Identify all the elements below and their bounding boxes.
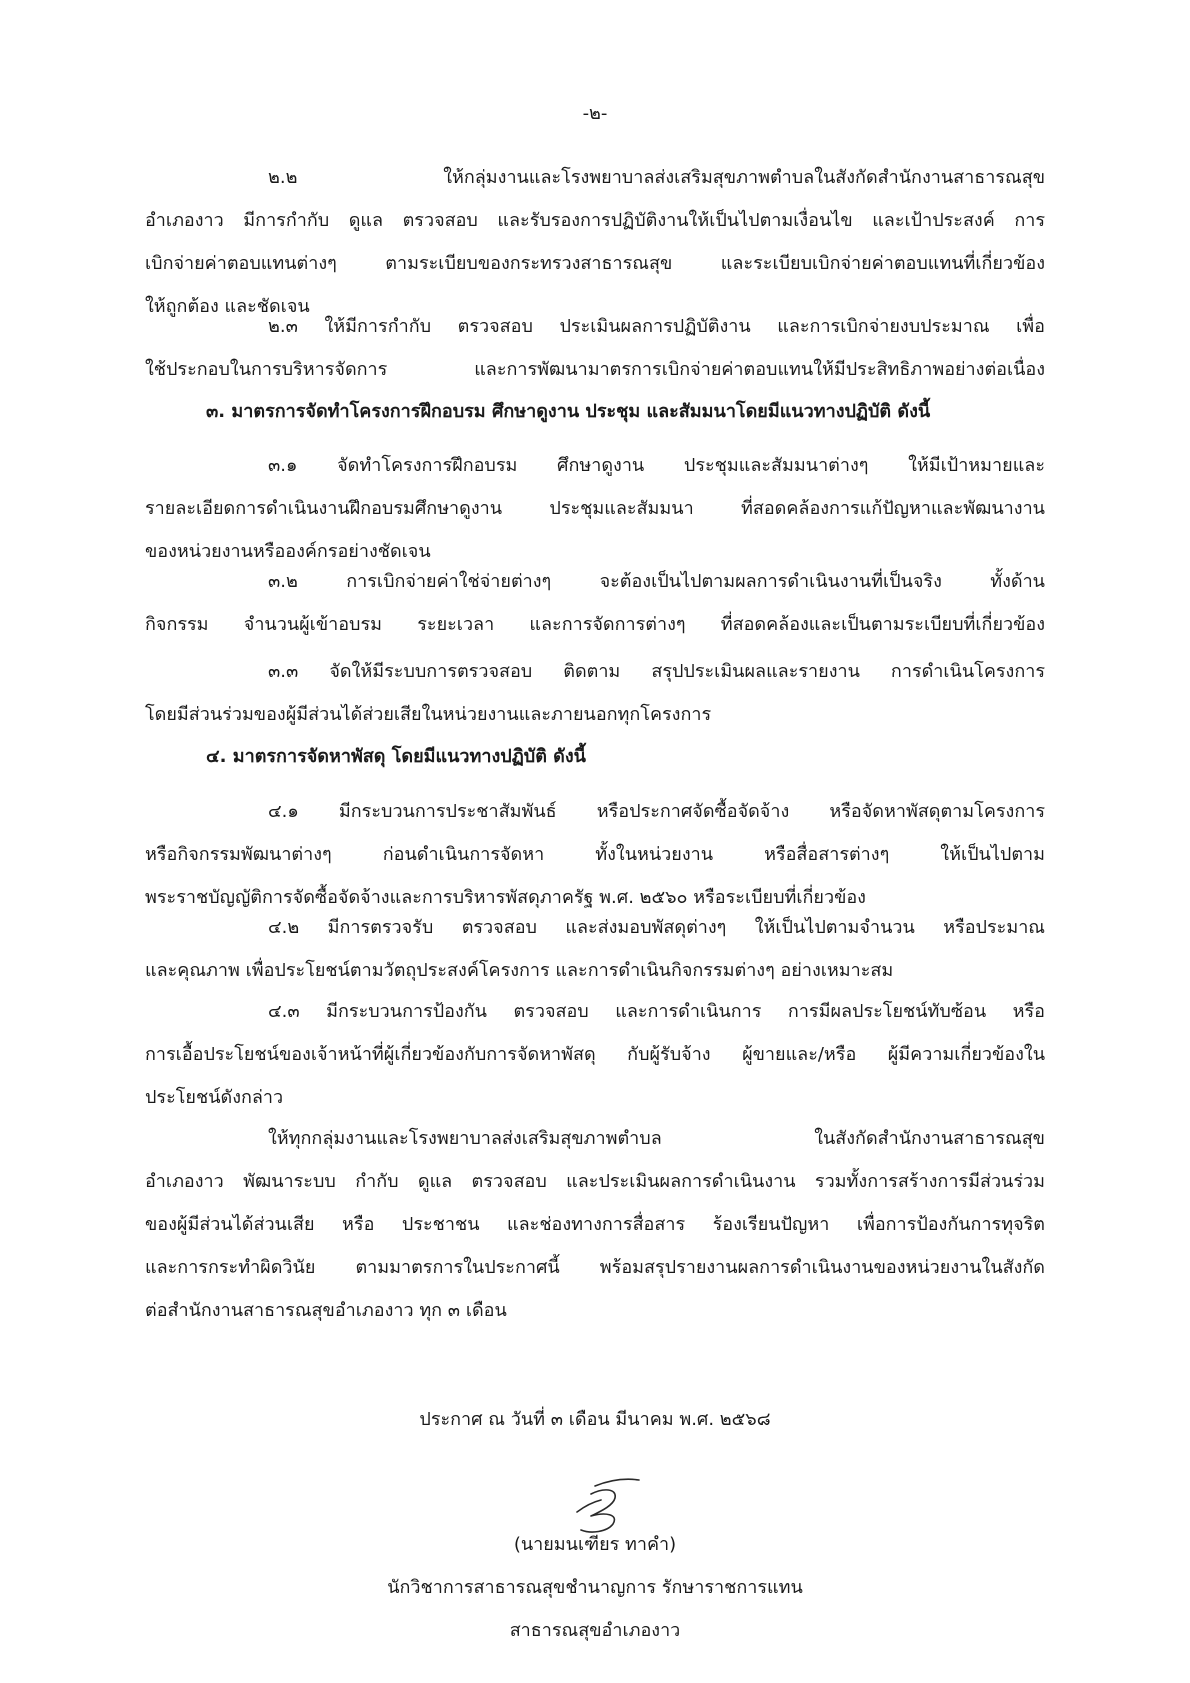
text-line: ของผู้มีส่วนได้ส่วนเสีย หรือ ประชาชน และช่องทางการสื่อสาร ร้องเรียนปัญหา เพื่อการป้องกันการทุจริต — [145, 1214, 1045, 1235]
text-line: ใช้ประกอบในการบริหารจัดการ และการพัฒนามาตรการเบิกจ่ายค่าตอบแทนให้มีประสิทธิภาพอย่างต่อเนื่อง — [145, 359, 1045, 380]
text-line: เบิกจ่ายค่าตอบแทนต่างๆ ตามระเบียบของกระทรวงสาธารณสุข และระเบียบเบิกจ่ายค่าตอบแทนที่เกี่ยวข้อง — [145, 253, 1045, 274]
text-line: ๓.๑ จัดทำโครงการฝึกอบรม ศึกษาดูงาน ประชุมและสัมมนาต่างๆ ให้มีเป้าหมายและ — [268, 455, 1045, 476]
text-line: ประโยชน์ดังกล่าว — [145, 1087, 284, 1108]
text-line: ๒.๓ ให้มีการกำกับ ตรวจสอบ ประเมินผลการปฏิบัติงาน และการเบิกจ่ายงบประมาณ เพื่อ — [268, 316, 1045, 337]
section-heading-3: ๓. มาตรการจัดทำโครงการฝึกอบรม ศึกษาดูงาน ประชุม และสัมมนาโดยมีแนวทางปฏิบัติ ดังนี้ — [206, 401, 931, 422]
paragraph-3-3 — [145, 650, 1045, 736]
text-line: หรือกิจกรรมพัฒนาต่างๆ ก่อนดำเนินการจัดหา ทั้งในหน่วยงาน หรือสื่อสารต่างๆ ให้เป็นไปตาม — [145, 844, 1045, 865]
text-line: ให้ทุกกลุ่มงานและโรงพยาบาลส่งเสริมสุขภาพตำบล ในสังกัดสำนักงานสาธารณสุข — [268, 1128, 1045, 1149]
text-line: รายละเอียดการดำเนินงานฝึกอบรมศึกษาดูงาน ประชุมและสัมมนา ที่สอดคล้องการแก้ปัญหาและพัฒนางาน — [145, 498, 1045, 519]
text-line: ๔.๓ มีกระบวนการป้องกัน ตรวจสอบ และการดำเนินการ การมีผลประโยชน์ทับซ้อน หรือ — [268, 1001, 1045, 1022]
text-line: ๔.๑ มีกระบวนการประชาสัมพันธ์ หรือประกาศจัดซื้อจัดจ้าง หรือจัดหาพัสดุตามโครงการ — [268, 801, 1045, 822]
text-line: อำเภองาว พัฒนาระบบ กำกับ ดูแล ตรวจสอบ และประเมินผลการดำเนินงาน รวมทั้งการสร้างการมีส่วนร่วม — [145, 1171, 1045, 1192]
paragraph-4-1 — [145, 790, 1045, 919]
paragraph-4-2 — [145, 906, 1045, 992]
text-line: โดยมีส่วนร่วมของผู้มีส่วนได้ส่วยเสียในหน่วยงานและภายนอกทุกโครงการ — [145, 704, 712, 725]
section-heading-4: ๔. มาตรการจัดหาพัสดุ โดยมีแนวทางปฏิบัติ ดังนี้ — [206, 746, 586, 767]
text-line: ให้ถูกต้อง และชัดเจน — [145, 296, 310, 317]
text-line: และคุณภาพ เพื่อประโยชน์ตามวัตถุประสงค์โครงการ และการดำเนินกิจกรรมต่างๆ อย่างเหมาะสม — [145, 960, 894, 981]
text-line: พระราชบัญญัติการจัดซื้อจัดจ้างและการบริหารพัสดุภาครัฐ พ.ศ. ๒๕๖๐ หรือระเบียบที่เกี่ยวข้อง — [145, 887, 866, 908]
text-line: ๒.๒ ให้กลุ่มงานและโรงพยาบาลส่งเสริมสุขภาพตำบลในสังกัดสำนักงานสาธารณสุข — [268, 167, 1045, 188]
signer-office: สาธารณสุขอำเภองาว — [509, 1620, 681, 1641]
announcement-date: ประกาศ ณ วันที่ ๓ เดือน มีนาคม พ.ศ. ๒๕๖๘ — [419, 1409, 771, 1430]
signer-name: (นายมนเฑียร ทาคำ) — [513, 1534, 677, 1555]
text-line: และการกระทำผิดวินัย ตามมาตรการในประกาศนี้ พร้อมสรุปรายงานผลการดำเนินงานของหน่วยงานในสังกัด — [145, 1257, 1045, 1278]
text-line: กิจกรรม จำนวนผู้เข้าอบรม ระยะเวลา และการจัดการต่างๆ ที่สอดคล้องและเป็นตามระเบียบที่เกี่ยวข้อง — [145, 614, 1045, 635]
text-line: ๔.๒ มีการตรวจรับ ตรวจสอบ และส่งมอบพัสดุต่างๆ ให้เป็นไปตามจำนวน หรือประมาณ — [268, 917, 1045, 938]
paragraph-4-3 — [145, 990, 1045, 1119]
paragraph-3-2 — [145, 560, 1045, 646]
text-line: ๓.๒ การเบิกจ่ายค่าใช่จ่ายต่างๆ จะต้องเป็นไปตามผลการดำเนินงานที่เป็นจริง ทั้งด้าน — [268, 571, 1045, 592]
paragraph-2-3 — [145, 305, 1045, 391]
text-line: ๓.๓ จัดให้มีระบบการตรวจสอบ ติดตาม สรุปประเมินผลและรายงาน การดำเนินโครงการ — [268, 661, 1045, 682]
signer-position: นักวิชาการสาธารณสุขชำนาญการ รักษาราชการแทน — [387, 1577, 803, 1598]
text-line: การเอื้อประโยชน์ของเจ้าหน้าที่ผู้เกี่ยวข้องกับการจัดหาพัสดุ กับผู้รับจ้าง ผู้ขายและ/หรือ ผู้มีความเกี่ยวข้องใน — [145, 1044, 1045, 1065]
page-number: -๒- — [582, 103, 608, 124]
text-line: อำเภองาว มีการกำกับ ดูแล ตรวจสอบ และรับรองการปฏิบัติงานให้เป็นไปตามเงื่อนไข และเป้าประสงค์ การ — [145, 210, 1045, 231]
paragraph-3-1 — [145, 444, 1045, 573]
paragraph-closing — [145, 1117, 1045, 1332]
text-line: ต่อสำนักงานสาธารณสุขอำเภองาว ทุก ๓ เดือน — [145, 1300, 507, 1321]
paragraph-2-2 — [145, 156, 1045, 328]
text-line: ของหน่วยงานหรือองค์กรอย่างชัดเจน — [145, 541, 431, 562]
